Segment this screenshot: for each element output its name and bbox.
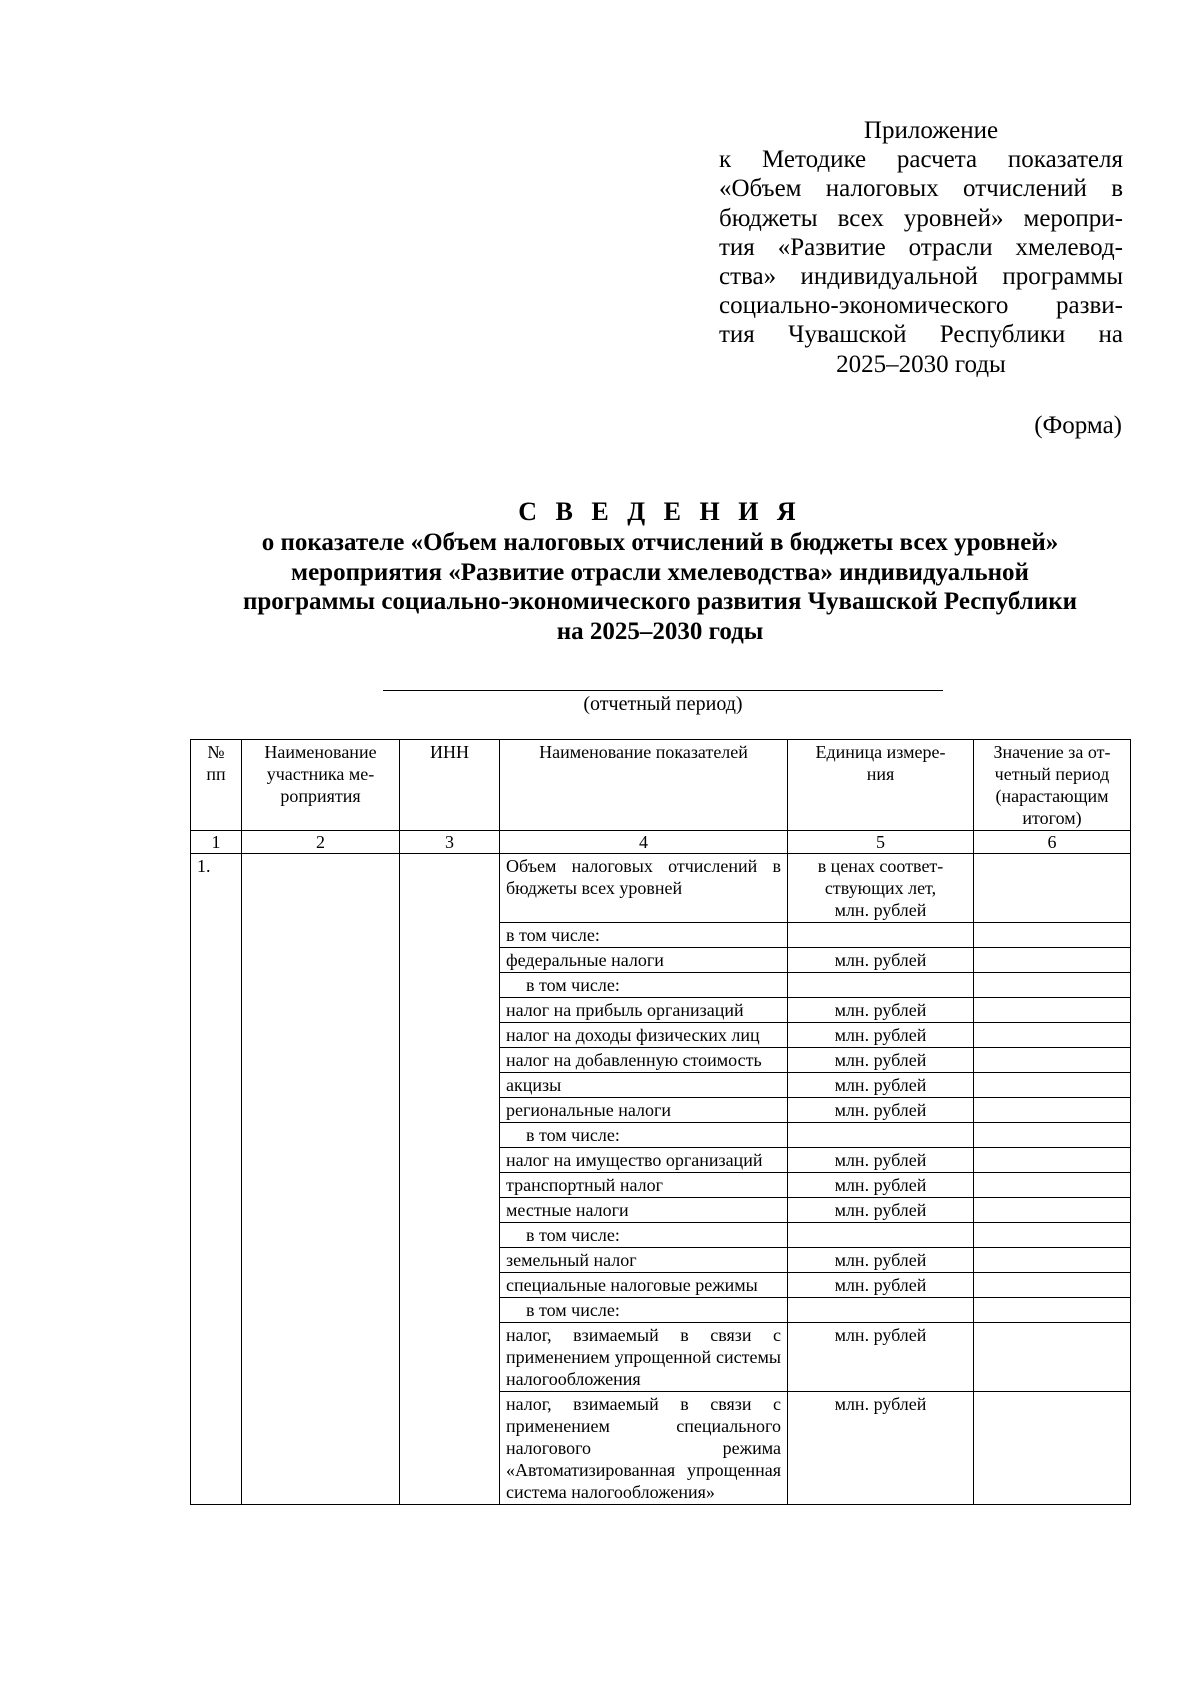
unit-cell: млн. рублей [788, 1248, 974, 1273]
column-header: Наименование участника ме- роприятия [242, 740, 400, 831]
value-cell[interactable] [974, 1323, 1131, 1392]
value-cell[interactable] [974, 854, 1131, 923]
indicator-name-cell: транспортный налог [500, 1173, 788, 1198]
indicator-name-cell: налог на имущество организаций [500, 1148, 788, 1173]
document-subtitle [160, 528, 1160, 646]
value-cell[interactable] [974, 1048, 1131, 1073]
appendix-line-last: 2025–2030 годы [836, 350, 1006, 378]
unit-cell: млн. рублей [788, 1173, 974, 1198]
indicator-name-cell: налог, взимаемый в связи с применением упрощенной системы налогообложения [500, 1323, 788, 1392]
inn-cell[interactable] [400, 854, 500, 1505]
indicator-name-cell: налог на прибыль организаций [500, 998, 788, 1023]
column-header: № пп [191, 740, 242, 831]
indicator-name-cell: Объем налоговых отчислений в бюджеты всех уровней [500, 854, 788, 923]
indicator-name-cell: региональные налоги [500, 1098, 788, 1123]
column-number: 1 [191, 831, 242, 854]
appendix-title: Приложение [863, 117, 999, 144]
table-row [191, 854, 1131, 923]
document-subtitle-line: на 2025–2030 годы [556, 617, 764, 645]
appendix-line: тия Чувашской Республики на [719, 321, 1123, 349]
participant-name-cell[interactable] [242, 854, 400, 1505]
indicator-name-cell: налог на добавленную стоимость [500, 1048, 788, 1073]
indicator-name-cell: местные налоги [500, 1198, 788, 1223]
value-cell[interactable] [974, 1392, 1131, 1505]
document-title [160, 497, 1160, 528]
value-cell[interactable] [974, 1248, 1131, 1273]
unit-cell [788, 1223, 974, 1248]
indicator-name-cell: в том числе: [500, 1298, 788, 1323]
unit-cell: млн. рублей [788, 1073, 974, 1098]
value-cell[interactable] [974, 1123, 1131, 1148]
appendix-line: социально-экономического разви- [719, 292, 1123, 320]
appendix-note [719, 116, 1123, 379]
column-number: 4 [500, 831, 788, 854]
column-header: ИНН [400, 740, 500, 831]
indicator-name-cell: в том числе: [500, 973, 788, 998]
column-number: 3 [400, 831, 500, 854]
indicator-name-cell: в том числе: [500, 1123, 788, 1148]
value-cell[interactable] [974, 1223, 1131, 1248]
value-cell[interactable] [974, 998, 1131, 1023]
appendix-line: «Объем налоговых отчислений в [719, 175, 1123, 203]
unit-cell [788, 923, 974, 948]
unit-cell: млн. рублей [788, 1273, 974, 1298]
indicator-name-cell: в том числе: [500, 1223, 788, 1248]
value-cell[interactable] [974, 948, 1131, 973]
unit-cell: в ценах соответ- ствующих лет, млн. рублей [788, 854, 974, 923]
indicator-name-cell: специальные налоговые режимы [500, 1273, 788, 1298]
column-header: Единица измере- ния [788, 740, 974, 831]
column-header: Значение за от- четный период (нарастающим итогом) [974, 740, 1131, 831]
document-subtitle-line: о показателе «Объем налоговых отчислений в бюджеты всех уровней» [261, 529, 1059, 556]
appendix-line: тия «Развитие отрасли хмелевод- [719, 233, 1123, 261]
row-number-cell: 1. [191, 854, 242, 1505]
value-cell[interactable] [974, 1273, 1131, 1298]
indicator-name-cell: земельный налог [500, 1248, 788, 1273]
document-subtitle-line: мероприятия «Развитие отрасли хмелеводства» индивидуальной [291, 558, 1029, 586]
value-cell[interactable] [974, 1173, 1131, 1198]
indicator-name-cell: налог на доходы физических лиц [500, 1023, 788, 1048]
value-cell[interactable] [974, 1298, 1131, 1323]
value-cell[interactable] [974, 1098, 1131, 1123]
document-title-main: С В Е Д Е Н И Я [518, 497, 802, 526]
unit-cell [788, 1298, 974, 1323]
column-header: Наименование показателей [500, 740, 788, 831]
document-subtitle-line: программы социально-экономического развития Чувашской Республики [242, 588, 1078, 615]
unit-cell: млн. рублей [788, 1392, 974, 1505]
value-cell[interactable] [974, 1073, 1131, 1098]
column-number-row [191, 831, 1131, 854]
column-number: 2 [242, 831, 400, 854]
appendix-line: к Методике расчета показателя [719, 146, 1123, 174]
appendix-line: бюджеты всех уровней» меропри- [719, 204, 1123, 232]
value-cell[interactable] [974, 1148, 1131, 1173]
period-underline[interactable] [383, 690, 943, 691]
value-cell[interactable] [974, 1023, 1131, 1048]
value-cell[interactable] [974, 973, 1131, 998]
unit-cell: млн. рублей [788, 948, 974, 973]
form-label: (Форма) [1034, 412, 1122, 439]
unit-cell: млн. рублей [788, 1148, 974, 1173]
column-number: 5 [788, 831, 974, 854]
value-cell[interactable] [974, 923, 1131, 948]
indicator-name-cell: в том числе: [500, 923, 788, 948]
unit-cell: млн. рублей [788, 1023, 974, 1048]
indicator-name-cell: федеральные налоги [500, 948, 788, 973]
unit-cell [788, 973, 974, 998]
period-caption: (отчетный период) [583, 693, 743, 715]
unit-cell: млн. рублей [788, 1098, 974, 1123]
unit-cell: млн. рублей [788, 1198, 974, 1223]
indicator-name-cell: налог, взимаемый в связи с применением специального налогового режима «Автоматизированная упрощенная система налогообложения» [500, 1392, 788, 1505]
unit-cell: млн. рублей [788, 1048, 974, 1073]
table-header-row [191, 740, 1131, 831]
column-number: 6 [974, 831, 1131, 854]
indicator-table [190, 739, 1131, 1505]
table-body [191, 854, 1131, 1505]
unit-cell: млн. рублей [788, 1323, 974, 1392]
unit-cell: млн. рублей [788, 998, 974, 1023]
unit-cell [788, 1123, 974, 1148]
appendix-line: ства» индивидуальной программы [719, 263, 1123, 291]
appendix-body [719, 145, 1123, 379]
value-cell[interactable] [974, 1198, 1131, 1223]
indicator-name-cell: акцизы [500, 1073, 788, 1098]
